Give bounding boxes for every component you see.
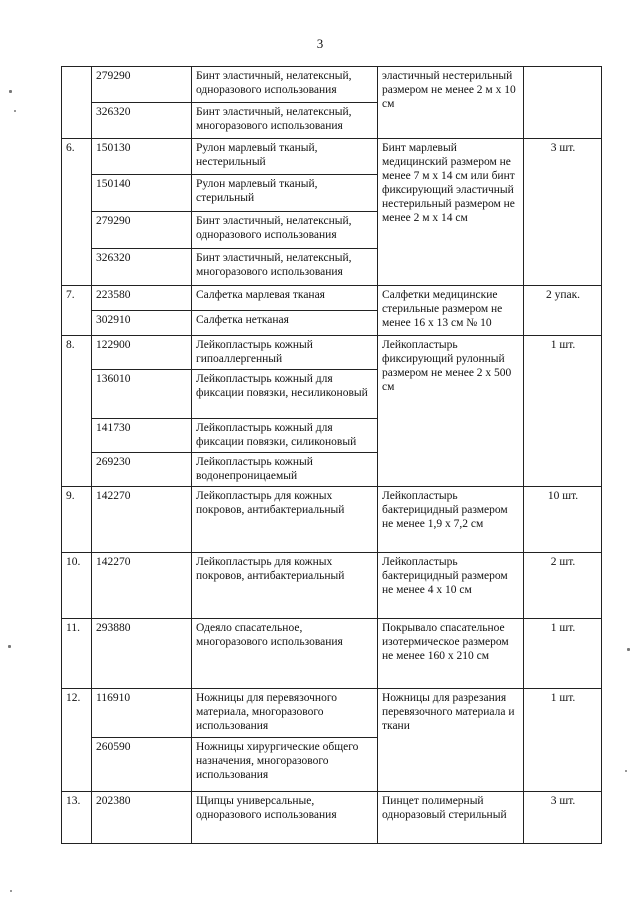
kit-item-description: Лейкопластырь бактерицидный размером не менее 1,9 х 7,2 см — [378, 487, 524, 553]
table-row — [62, 286, 602, 311]
product-name: Бинт эластичный, нелатексный, многоразового использования — [192, 249, 378, 286]
kit-item-description: Бинт марлевый медицинский размером не менее 7 м х 14 см или бинт фиксирующий эластичный нестерильный размером не менее 2 м х 14 см — [378, 139, 524, 286]
product-name: Салфетка нетканая — [192, 311, 378, 336]
quantity: 3 шт. — [524, 792, 602, 844]
product-name: Рулон марлевый тканый, нестерильный — [192, 139, 378, 175]
kit-item-description: Салфетки медицинские стерильные размером не менее 16 х 13 см № 10 — [378, 286, 524, 336]
product-code: 141730 — [92, 419, 192, 453]
row-number: 8. — [62, 336, 92, 487]
product-code: 116910 — [92, 689, 192, 738]
table-row — [62, 689, 602, 738]
table-row — [62, 792, 602, 844]
row-number: 10. — [62, 553, 92, 619]
product-name: Ножницы хирургические общего назначения, многоразового использования — [192, 738, 378, 792]
product-code: 279290 — [92, 212, 192, 249]
scan-mark — [14, 110, 16, 112]
kit-item-description: Ножницы для разрезания перевязочного материала и ткани — [378, 689, 524, 792]
row-number: 13. — [62, 792, 92, 844]
scan-mark — [627, 648, 630, 651]
quantity: 10 шт. — [524, 487, 602, 553]
product-name: Бинт эластичный, нелатексный, одноразового использования — [192, 67, 378, 103]
quantity: 2 шт. — [524, 553, 602, 619]
row-number: 6. — [62, 139, 92, 286]
product-name: Лейкопластырь для кожных покровов, антибактериальный — [192, 553, 378, 619]
row-number: 12. — [62, 689, 92, 792]
product-name: Лейкопластырь кожный для фиксации повязки, силиконовый — [192, 419, 378, 453]
product-code: 150130 — [92, 139, 192, 175]
product-name: Ножницы для перевязочного материала, многоразового использования — [192, 689, 378, 738]
product-code: 269230 — [92, 453, 192, 487]
product-name: Рулон марлевый тканый, стерильный — [192, 175, 378, 212]
product-code: 142270 — [92, 487, 192, 553]
table-row — [62, 619, 602, 689]
row-number: 11. — [62, 619, 92, 689]
quantity: 1 шт. — [524, 336, 602, 487]
product-name: Лейкопластырь кожный для фиксации повязки, несиликоновый — [192, 370, 378, 419]
product-code: 150140 — [92, 175, 192, 212]
scan-mark — [8, 645, 11, 648]
product-name: Лейкопластырь кожный водонепроницаемый — [192, 453, 378, 487]
product-code: 142270 — [92, 553, 192, 619]
row-number — [62, 67, 92, 139]
table-row — [62, 553, 602, 619]
product-code: 122900 — [92, 336, 192, 370]
product-code: 326320 — [92, 103, 192, 139]
table-body — [62, 67, 602, 844]
product-name: Бинт эластичный, нелатексный, одноразового использования — [192, 212, 378, 249]
product-name: Салфетка марлевая тканая — [192, 286, 378, 311]
page-number: 3 — [316, 36, 324, 51]
product-code: 326320 — [92, 249, 192, 286]
row-number: 9. — [62, 487, 92, 553]
product-name: Лейкопластырь кожный гипоаллергенный — [192, 336, 378, 370]
scan-mark — [625, 770, 627, 772]
scan-mark — [10, 890, 12, 892]
product-name: Одеяло спасательное, многоразового использования — [192, 619, 378, 689]
row-number: 7. — [62, 286, 92, 336]
product-name: Щипцы универсальные, одноразового использования — [192, 792, 378, 844]
product-code: 260590 — [92, 738, 192, 792]
product-code: 302910 — [92, 311, 192, 336]
product-name: Бинт эластичный, нелатексный, многоразового использования — [192, 103, 378, 139]
quantity — [524, 67, 602, 139]
table-row — [62, 336, 602, 370]
product-name: Лейкопластырь для кожных покровов, антибактериальный — [192, 487, 378, 553]
product-code: 136010 — [92, 370, 192, 419]
kit-item-description: Лейкопластырь бактерицидный размером не менее 4 х 10 см — [378, 553, 524, 619]
table-row — [62, 139, 602, 175]
product-code: 202380 — [92, 792, 192, 844]
quantity: 3 шт. — [524, 139, 602, 286]
kit-item-description: Пинцет полимерный одноразовый стерильный — [378, 792, 524, 844]
table-row — [62, 487, 602, 553]
kit-item-description: Покрывало спасательное изотермическое размером не менее 160 х 210 см — [378, 619, 524, 689]
product-code: 279290 — [92, 67, 192, 103]
quantity: 2 упак. — [524, 286, 602, 336]
medical-kit-table — [61, 66, 602, 844]
kit-item-description: эластичный нестерильный размером не менее 2 м х 10 см — [378, 67, 524, 139]
scan-mark — [9, 90, 12, 93]
table-row — [62, 67, 602, 103]
product-code: 223580 — [92, 286, 192, 311]
kit-item-description: Лейкопластырь фиксирующий рулонный размером не менее 2 х 500 см — [378, 336, 524, 487]
quantity: 1 шт. — [524, 689, 602, 792]
product-code: 293880 — [92, 619, 192, 689]
quantity: 1 шт. — [524, 619, 602, 689]
